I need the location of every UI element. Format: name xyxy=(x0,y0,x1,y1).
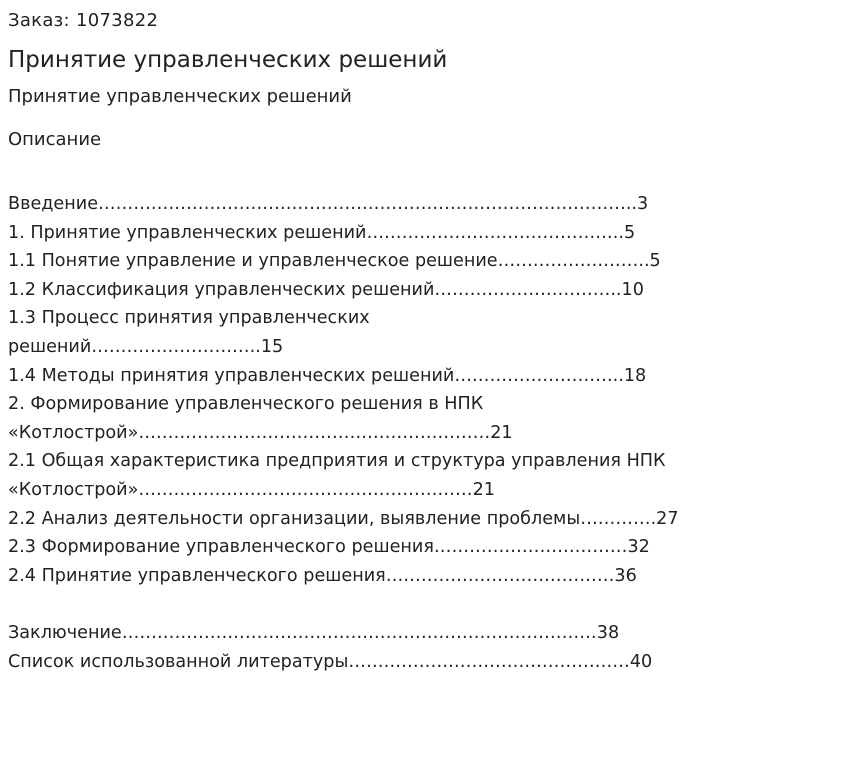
toc-line-section-1-3-part-2: решений………………………..15 xyxy=(8,336,284,357)
page-subtitle: Принятие управленческих решений xyxy=(8,86,352,107)
toc-spacer xyxy=(8,590,839,619)
toc-line-conclusion: Заключение………………………………………………………………………38 xyxy=(8,622,620,643)
toc-line-chapter-2-part-2: «Котлострой»……………………………………………………21 xyxy=(8,422,513,443)
toc-line-section-2-4: 2.4 Принятие управленческого решения…………………………………36 xyxy=(8,565,637,586)
order-number-line xyxy=(8,10,839,32)
toc-line-section-1-2: 1.2 Классификация управленческих решений…………………………..10 xyxy=(8,279,644,300)
order-label: Заказ: xyxy=(8,10,70,31)
page-title: Принятие управленческих решений xyxy=(8,47,448,73)
toc-line-section-1-3-part-1: 1.3 Процесс принятия управленческих xyxy=(8,308,370,329)
toc-line-section-1-1: 1.1 Понятие управление и управленческое решение……………………..5 xyxy=(8,251,661,272)
toc-line-section-2-1-part-1: 2.1 Общая характеристика предприятия и структура управления НПК xyxy=(8,451,666,472)
toc-line-section-1-4: 1.4 Методы принятия управленческих решений………………………..18 xyxy=(8,365,647,386)
toc-line-section-2-3: 2.3 Формирование управленческого решения……………………………32 xyxy=(8,537,650,558)
toc-line-chapter-1: 1. Принятие управленческих решений……………………………………..5 xyxy=(8,222,636,243)
table-of-contents xyxy=(8,190,839,676)
toc-line-introduction: Введение………………………………………………………………………………..3 xyxy=(8,194,649,214)
toc-line-section-2-1-part-2: «Котлострой»…………………………………………………21 xyxy=(8,479,495,500)
description-heading: Описание xyxy=(8,129,102,150)
toc-line-chapter-2-part-1: 2. Формирование управленческого решения в НПК xyxy=(8,394,484,415)
toc-line-section-2-2: 2.2 Анализ деятельности организации, выявление проблемы………….27 xyxy=(8,508,679,529)
toc-line-bibliography: Список использованной литературы…………………………………………40 xyxy=(8,651,653,672)
order-number: 1073822 xyxy=(75,10,159,31)
